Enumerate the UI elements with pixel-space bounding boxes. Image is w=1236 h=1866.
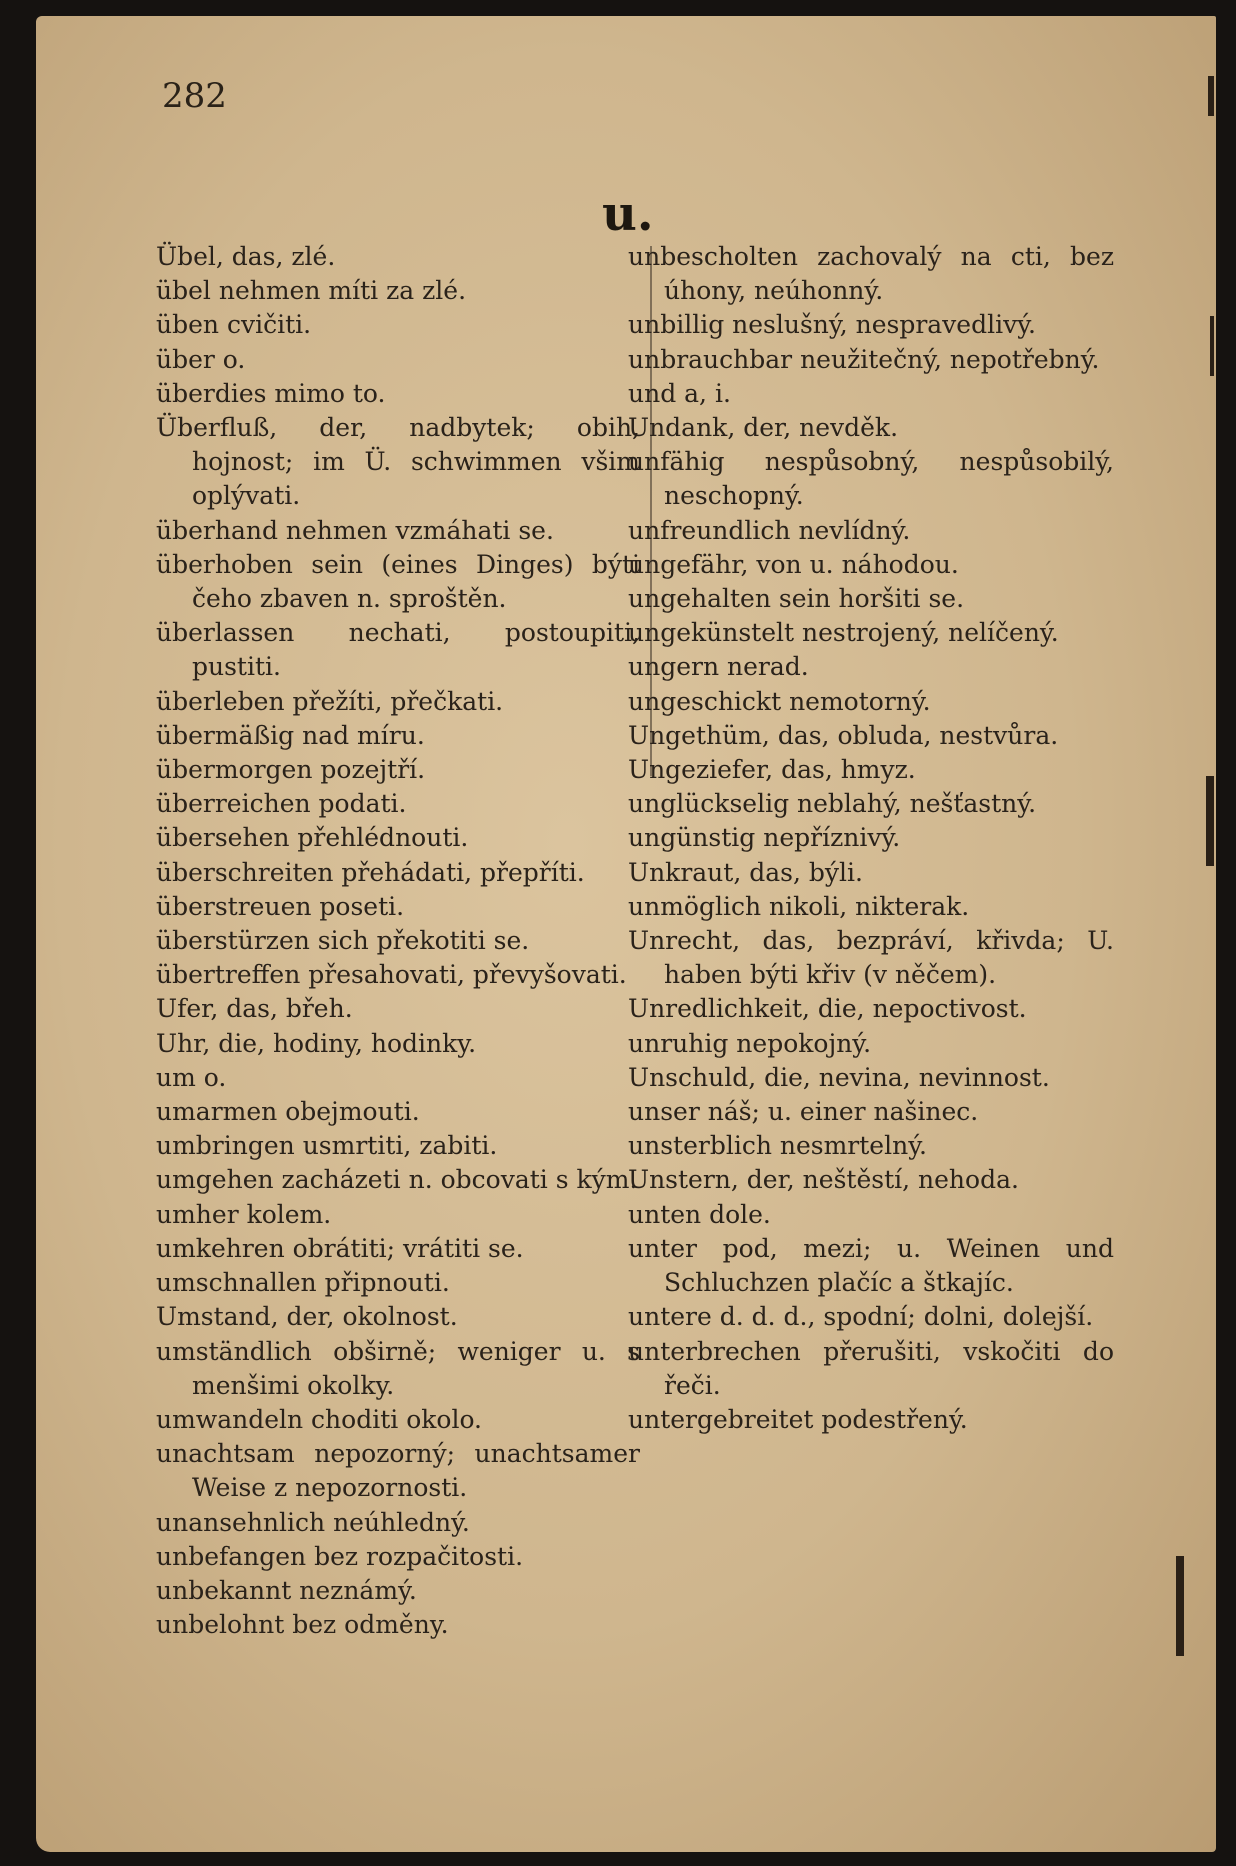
dictionary-entry: Unschuld, die, nevina, nevinnost. — [628, 1062, 1050, 1092]
dictionary-entry: übertreffen přesahovati, převyšovati. — [156, 960, 627, 990]
dictionary-entry: untergebreitet podestřený. — [628, 1404, 968, 1434]
page-edge-mark — [1206, 776, 1214, 866]
dictionary-entry: und a, i. — [628, 378, 731, 408]
dictionary-entry: unterbrechen přerušiti, vskočiti do řeči. — [628, 1336, 1114, 1400]
page-edge-mark — [1208, 76, 1214, 116]
dictionary-entry: unachtsam nepozorný; unachtsamer Weise z nepozornosti. — [156, 1439, 640, 1503]
dictionary-entry: unbekannt neznámý. — [156, 1575, 417, 1605]
dictionary-entry: unten dole. — [628, 1199, 771, 1229]
dictionary-entry: Überfluß, der, nadbytek; obih, hojnost; im Ü. schwimmen všim oplývati. — [156, 413, 640, 511]
dictionary-entry: ungeschickt nemotorný. — [628, 686, 931, 716]
dictionary-entry: üben cvičiti. — [156, 310, 312, 340]
dictionary-entry: überlassen nechati, postoupiti, pustiti. — [156, 618, 640, 682]
dictionary-page — [36, 16, 1216, 1852]
dictionary-entry: über o. — [156, 344, 246, 374]
dictionary-entry: umständlich obširně; weniger u. s menšimi okolky. — [156, 1336, 640, 1400]
dictionary-entry: unbescholten zachovalý na cti, bez úhony, neúhonný. — [628, 242, 1114, 306]
dictionary-entry: untere d. d. d., spodní; dolni, dolejší. — [628, 1302, 1094, 1332]
dictionary-entry: Ungeziefer, das, hmyz. — [628, 755, 916, 785]
section-letter: u. — [602, 186, 654, 242]
page-edge-mark — [1176, 1556, 1184, 1656]
page-number: 282 — [162, 76, 227, 116]
dictionary-entry: Ungethüm, das, obluda, nestvůra. — [628, 720, 1059, 750]
dictionary-entry: ungern nerad. — [628, 652, 809, 682]
dictionary-entry: unfreundlich nevlídný. — [628, 515, 911, 545]
dictionary-entry: übermorgen pozejtří. — [156, 755, 426, 785]
dictionary-entry: unruhig nepokojný. — [628, 1028, 872, 1058]
dictionary-entry: unbefangen bez rozpačitosti. — [156, 1541, 524, 1571]
dictionary-entry: unser náš; u. einer našinec. — [628, 1097, 979, 1127]
dictionary-entry: unbrauchbar neužitečný, nepotřebný. — [628, 344, 1100, 374]
dictionary-entry: ungefähr, von u. náhodou. — [628, 549, 959, 579]
dictionary-entry: unbillig neslušný, nespravedlivý. — [628, 310, 1036, 340]
dictionary-entry: Unredlichkeit, die, nepoctivost. — [628, 994, 1027, 1024]
dictionary-entry: überreichen podati. — [156, 789, 407, 819]
dictionary-entry: ungünstig nepříznivý. — [628, 823, 901, 853]
dictionary-entry: um o. — [156, 1062, 227, 1092]
dictionary-entry: unsterblich nesmrtelný. — [628, 1131, 927, 1161]
dictionary-entry: überschreiten přehádati, přepříti. — [156, 857, 585, 887]
dictionary-entry: umbringen usmrtiti, zabiti. — [156, 1131, 498, 1161]
dictionary-entry: übel nehmen míti za zlé. — [156, 276, 467, 306]
dictionary-entry: umgehen zacházeti n. obcovati s kým. — [156, 1165, 638, 1195]
dictionary-entry: Unrecht, das, bezpráví, křivda; U. haben býti křiv (v něčem). — [628, 926, 1114, 990]
dictionary-entry: Ufer, das, břeh. — [156, 994, 353, 1024]
dictionary-entry: Unstern, der, neštěstí, nehoda. — [628, 1165, 1019, 1195]
dictionary-entry: überstürzen sich překotiti se. — [156, 926, 530, 956]
dictionary-entry: unfähig nespůsobný, nespůsobilý, neschopný. — [628, 447, 1114, 511]
dictionary-entry: Uhr, die, hodiny, hodinky. — [156, 1028, 477, 1058]
dictionary-entry: unansehnlich neúhledný. — [156, 1507, 470, 1537]
dictionary-entry: überleben přežíti, přečkati. — [156, 686, 504, 716]
dictionary-entry: umschnallen připnouti. — [156, 1268, 450, 1298]
dictionary-entry: unmöglich nikoli, nikterak. — [628, 891, 970, 921]
dictionary-entry: unter pod, mezi; u. Weinen und Schluchzen plačíc a štkajíc. — [628, 1233, 1114, 1298]
page-edge-mark — [1210, 316, 1214, 376]
dictionary-entry: umwandeln choditi okolo. — [156, 1404, 483, 1434]
dictionary-entry: überhand nehmen vzmáhati se. — [156, 515, 554, 545]
dictionary-entry: Übel, das, zlé. — [156, 242, 336, 271]
dictionary-entry: übersehen přehlédnouti. — [156, 823, 469, 853]
dictionary-entry: umkehren obrátiti; vrátiti se. — [156, 1233, 524, 1263]
dictionary-entry: umher kolem. — [156, 1199, 332, 1229]
dictionary-entry: Unkraut, das, býli. — [628, 857, 863, 887]
dictionary-entry: übermäßig nad míru. — [156, 720, 425, 750]
dictionary-entry: unglückselig neblahý, nešťastný. — [628, 789, 1037, 819]
left-column — [156, 240, 640, 1642]
dictionary-entry: ungehalten sein horšiti se. — [628, 584, 965, 614]
dictionary-entry: ungekünstelt nestrojený, nelíčený. — [628, 618, 1059, 648]
dictionary-entry: umarmen obejmouti. — [156, 1097, 420, 1127]
dictionary-entry: überdies mimo to. — [156, 378, 386, 408]
dictionary-entry: Undank, der, nevděk. — [628, 413, 899, 443]
dictionary-entry: überstreuen poseti. — [156, 891, 405, 921]
dictionary-entry: überhoben sein (eines Dinges) býti čeho zbaven n. sproštěn. — [156, 549, 640, 614]
dictionary-entry: unbelohnt bez odměny. — [156, 1610, 449, 1640]
right-column — [628, 240, 1114, 1437]
dictionary-entry: Umstand, der, okolnost. — [156, 1302, 458, 1332]
